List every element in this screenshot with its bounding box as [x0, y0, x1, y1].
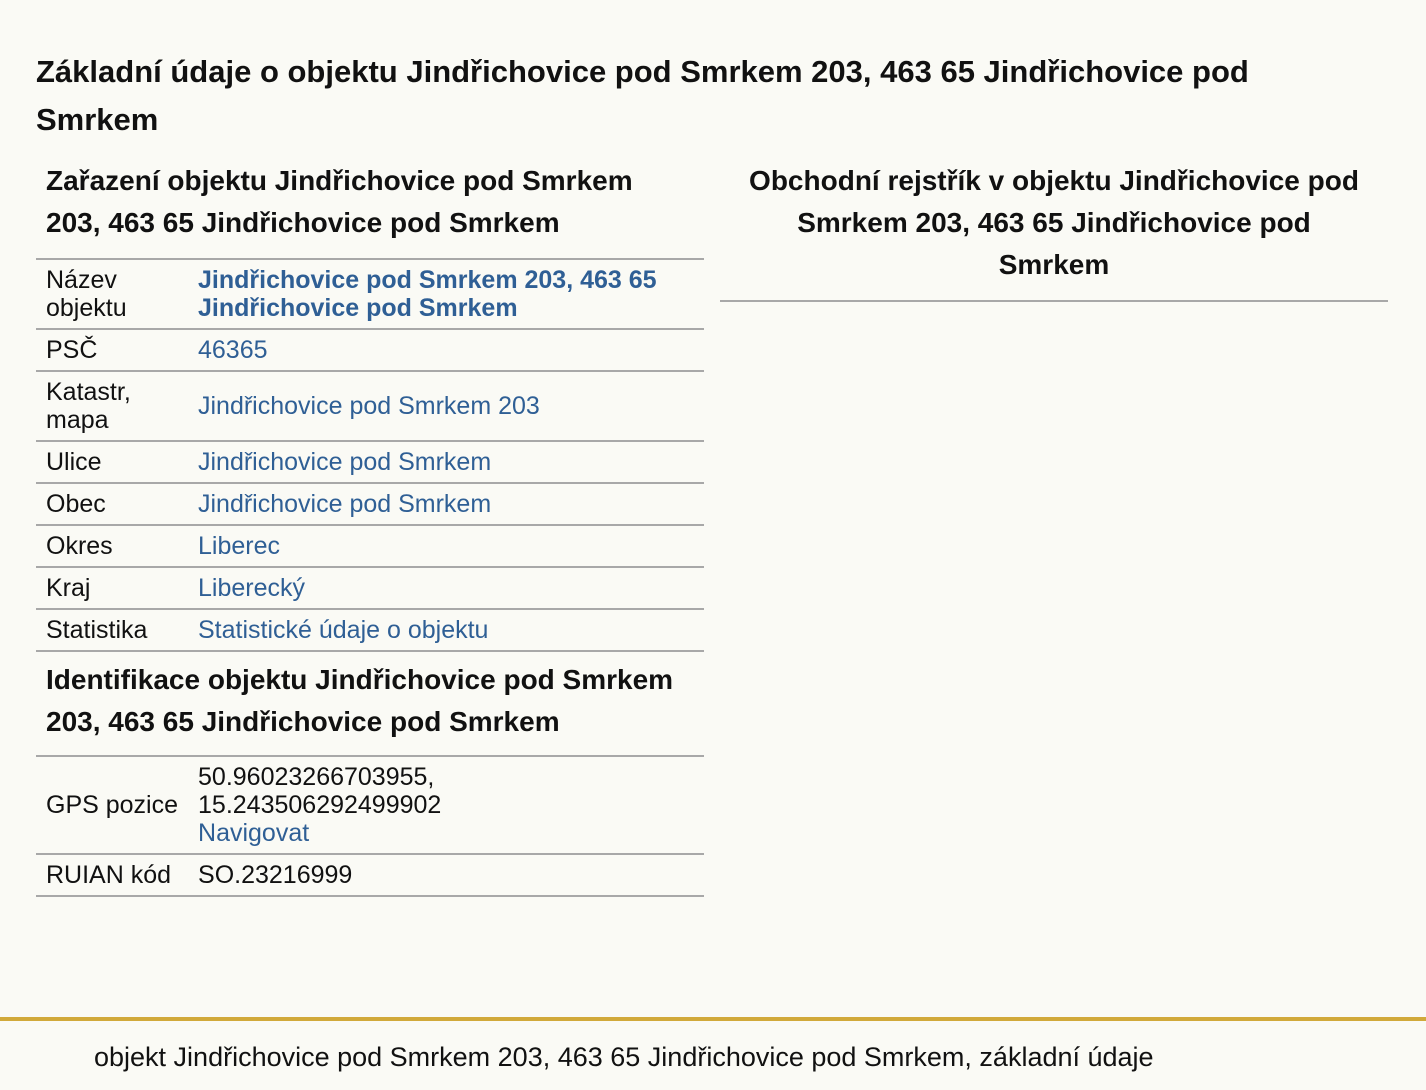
- table-row: [36, 371, 704, 441]
- navigate-link[interactable]: Navigovat: [198, 819, 310, 847]
- row-label-district: Okres: [46, 532, 113, 560]
- object-name-link[interactable]: Jindřichovice pod Smrkem 203, 463 65 Jindřichovice pod Smrkem: [198, 266, 657, 322]
- table-row: [36, 441, 704, 483]
- row-label-cadastre: Katastr, mapa: [46, 378, 131, 434]
- identification-table: [36, 755, 704, 897]
- identification-heading: Identifikace objektu Jindřichovice pod Smrkem 203, 463 65 Jindřichovice pod Smrkem: [46, 664, 674, 737]
- classification-heading: Zařazení objektu Jindřichovice pod Smrkem 203, 463 65 Jindřichovice pod Smrkem: [46, 165, 633, 238]
- row-label-statistics: Statistika: [46, 616, 148, 644]
- row-label-name: Název objektu: [46, 266, 127, 322]
- footer: [0, 1017, 1426, 1090]
- row-label-region: Kraj: [46, 574, 91, 602]
- footer-text: objekt Jindřichovice pod Smrkem 203, 463 65 Jindřichovice pod Smrkem, základní údaje: [94, 1042, 1154, 1072]
- municipality-link[interactable]: Jindřichovice pod Smrkem: [198, 490, 492, 518]
- table-row: [36, 329, 704, 371]
- business-register-heading: Obchodní rejstřík v objektu Jindřichovice pod Smrkem 203, 463 65 Jindřichovice pod Smrkem: [720, 160, 1388, 302]
- gps-longitude: 15.243506292499902: [198, 791, 442, 819]
- cadastre-link[interactable]: Jindřichovice pod Smrkem 203: [198, 392, 540, 420]
- table-row: [36, 756, 704, 854]
- table-row: [36, 609, 704, 651]
- ruian-code: SO.23216999: [198, 861, 353, 889]
- gps-value: [188, 756, 704, 854]
- table-row: [36, 854, 704, 896]
- district-link[interactable]: Liberec: [198, 532, 280, 560]
- row-label-gps: GPS pozice: [46, 791, 179, 819]
- object-info-column: [36, 160, 704, 897]
- statistics-link[interactable]: Statistické údaje o objektu: [198, 616, 489, 644]
- region-link[interactable]: Liberecký: [198, 574, 305, 602]
- street-link[interactable]: Jindřichovice pod Smrkem: [198, 448, 492, 476]
- psc-link[interactable]: 46365: [198, 336, 268, 364]
- row-label-street: Ulice: [46, 448, 102, 476]
- row-label-ruian: RUIAN kód: [46, 861, 172, 889]
- classification-table: [36, 258, 704, 652]
- table-row: [36, 567, 704, 609]
- business-register-column: [720, 160, 1388, 302]
- gps-latitude: 50.96023266703955,: [198, 763, 435, 791]
- table-row: [36, 259, 704, 329]
- table-row: [36, 525, 704, 567]
- row-label-municipality: Obec: [46, 490, 106, 518]
- table-row: [36, 483, 704, 525]
- page-title: Základní údaje o objektu Jindřichovice pod Smrkem 203, 463 65 Jindřichovice pod Smrkem: [36, 54, 1249, 137]
- row-label-psc: PSČ: [46, 336, 98, 364]
